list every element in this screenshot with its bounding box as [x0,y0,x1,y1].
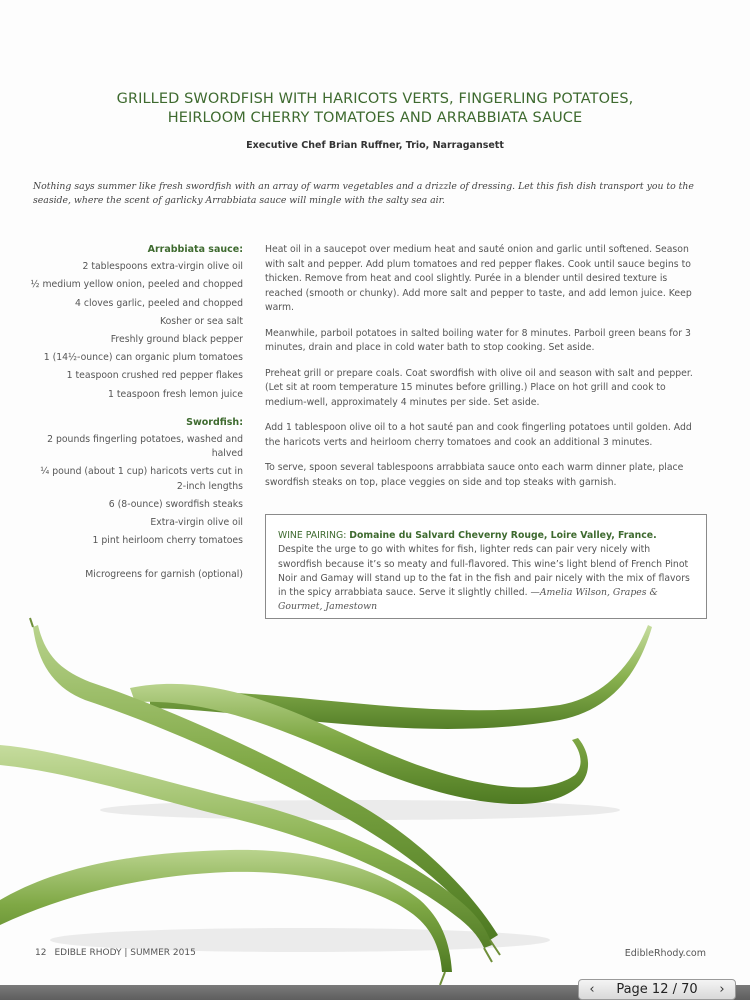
ingredients-column [30,243,243,587]
ingredient-item: Kosher or sea salt [159,315,243,327]
ingredient-item: 2 pounds fingerling potatoes, washed and halved [47,434,243,460]
direction-step: To serve, spoon several tablespoons arrabbiata sauce onto each warm dinner plate, place swordfish steaks on top, place veggies on side and top steaks with garnish. [265,462,684,488]
wine-pairing-text: Despite the urge to go with whites for fish, lighter reds can pair very nicely with swordfish because it’s so meaty and full-flavored. This wine’s light blend of French Pinot Noir and Gamay will stand up to the fat in the fish and pair nicely with the mix of flavors in the spicy arrabbiata sauce. Serve it slightly chilled. [278,544,690,599]
directions-column [265,243,705,501]
direction-step: Heat oil in a saucepot over medium heat and sauté onion and garlic until softened. Season with salt and pepper. Add plum tomatoes and red pepper flakes. Cook until sauce begins to thicken. Remove from heat and cool slightly. Purée in a blender until desired texture is reached (smooth or chunky). Add more salt and pepper to taste, and add lemon juice. Keep warm. [265,244,692,313]
ingredient-item: 1 teaspoon fresh lemon juice [108,388,243,400]
ingredient-item: 1 teaspoon crushed red pepper flakes [66,370,243,382]
direction-step: Meanwhile, parboil potatoes in salted boiling water for 8 minutes. Parboil green beans for 3 minutes, drain and place in cold water bath to stop cooking. Set aside. [265,327,691,353]
wine-name: Domaine du Salvard Cheverny Rouge, Loire Valley, France. [349,530,657,541]
footer-issue: EDIBLE RHODY | SUMMER 2015 [54,948,196,958]
intro-paragraph: Nothing says summer like fresh swordfish with an array of warm vegetables and a drizzle of dressing. Let this fish dish transport you to the seaside, where the scent of garlicky Arrabbiata sauce will mingle with the salty sea air. [33,181,694,206]
ingredient-item: 1 (14½-ounce) can organic plum tomatoes [43,352,243,364]
recipe-title-line-2: HEIRLOOM CHERRY TOMATOES AND ARRABBIATA SAUCE [167,110,583,126]
ingredient-item: ¼ pound (about 1 cup) haricots verts cut in 2-inch lengths [40,466,243,492]
ingredient-item: Freshly ground black pepper [110,334,243,346]
garnish-item: Microgreens for garnish (optional) [85,569,243,581]
ingredient-item: Extra-virgin olive oil [150,517,243,529]
previous-page-button[interactable] [579,980,605,999]
direction-step: Preheat grill or prepare coals. Coat swordfish with olive oil and season with salt and pepper. (Let sit at room temperature 15 minutes before grilling.) Place on hot grill and cook to medium-well, approximately 4 minutes per side. Set aside. [265,367,693,408]
page-navigator [578,979,736,1000]
sauce-heading: Arrabbiata sauce: [147,244,243,255]
chef-credit: Executive Chef Brian Ruffner, Trio, Narragansett [246,140,504,151]
recipe-title [60,90,690,128]
ingredient-item: 1 pint heirloom cherry tomatoes [92,535,243,547]
next-page-button[interactable] [709,980,735,999]
recipe-title-line-1: GRILLED SWORDFISH WITH HARICOTS VERTS, FINGERLING POTATOES, [116,91,634,107]
ingredient-item: 4 cloves garlic, peeled and chopped [75,297,243,309]
ingredient-item: 6 (8-ounce) swordfish steaks [108,498,243,510]
footer-website: EdibleRhody.com [624,948,706,959]
green-bean [150,625,652,729]
ingredient-item: 2 tablespoons extra-virgin olive oil [82,261,243,273]
wine-credit: —Amelia Wilson, Grapes & Gourmet, Jamestown [278,587,658,613]
wine-pairing-label: WINE PAIRING: [278,530,350,541]
swordfish-heading: Swordfish: [186,416,243,428]
direction-step: Add 1 tablespoon olive oil to a hot sauté pan and cook fingerling potatoes until golden. Add the haricots verts and heirloom cherry tomatoes and cook an additional 3 minutes. [265,422,692,448]
footer-publication [35,948,196,958]
page-indicator: Page 12 / 70 [616,982,698,997]
chevron-right-icon: › [719,982,725,997]
green-beans-photo [0,600,750,985]
chevron-left-icon: ‹ [589,982,595,997]
ingredient-item: ½ medium yellow onion, peeled and chopped [30,279,243,291]
footer-page-number: 12 [35,948,47,958]
